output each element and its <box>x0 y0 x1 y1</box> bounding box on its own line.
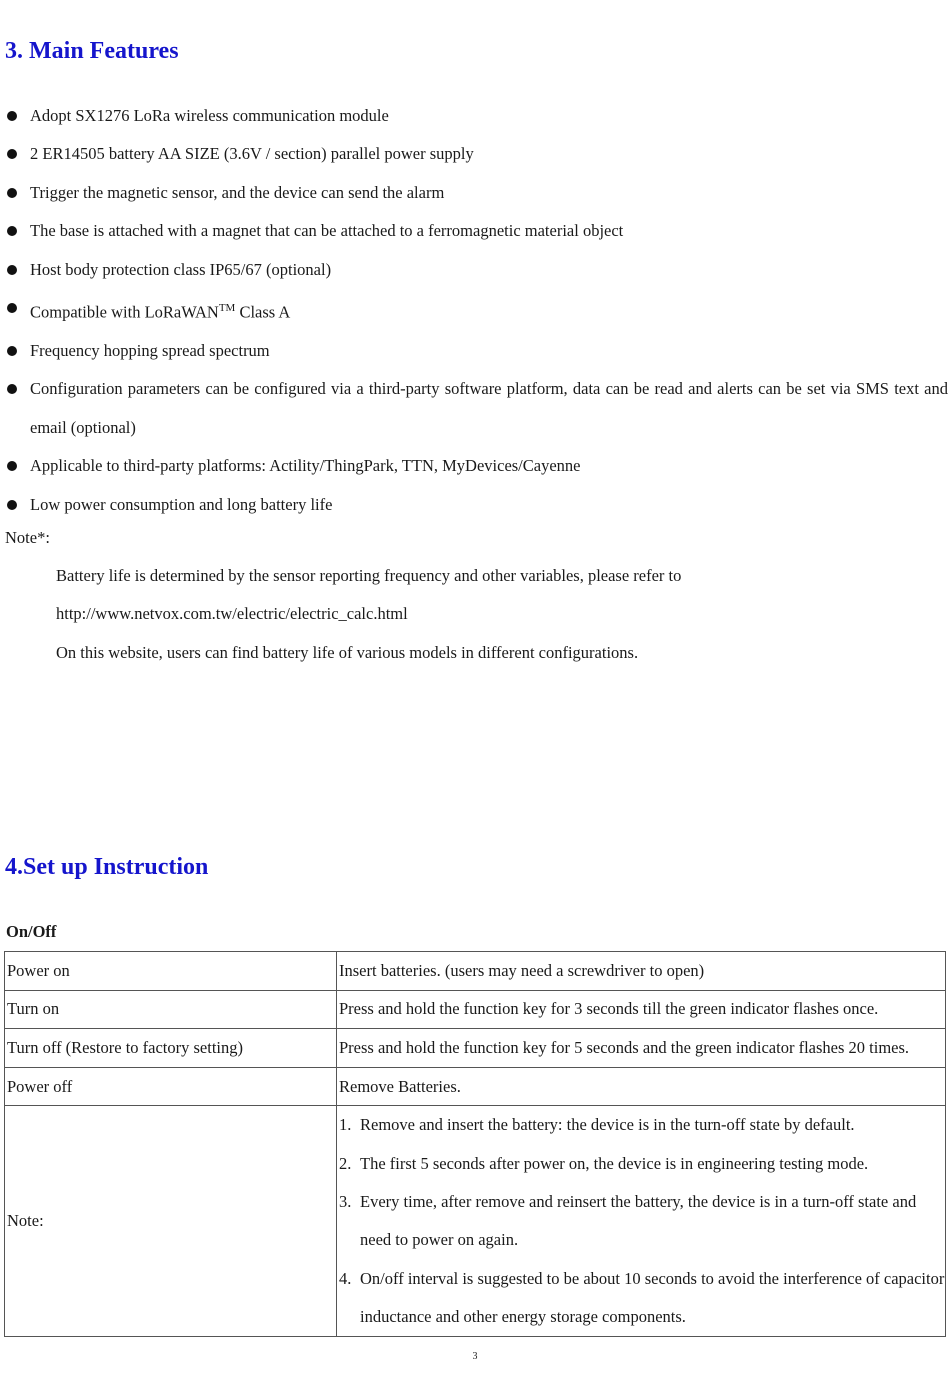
feature-text: 2 ER14505 battery AA SIZE (3.6V / section) parallel power supply <box>30 144 474 164</box>
feature-item <box>0 289 948 332</box>
bullet-icon <box>7 500 17 510</box>
bullet-icon <box>7 188 17 198</box>
feature-item <box>0 135 948 173</box>
note-text: Remove and insert the battery: the device is in the turn-off state by default. <box>360 1115 855 1135</box>
bullet-icon <box>7 303 17 313</box>
feature-text-group <box>30 289 948 332</box>
bullet-icon <box>7 111 17 121</box>
feature-item <box>0 174 948 212</box>
note-number: 2. <box>339 1153 352 1173</box>
feature-item <box>0 251 948 289</box>
note-item <box>337 1106 945 1144</box>
feature-text: Low power consumption and long battery life <box>30 494 333 514</box>
table-row <box>5 952 946 991</box>
feature-item <box>0 97 948 135</box>
feature-item <box>0 332 948 370</box>
row-label: Power on <box>5 952 337 991</box>
row-label: Power off <box>5 1067 337 1106</box>
table-row-notes <box>5 1106 946 1337</box>
section-4-title: 4.Set up Instruction <box>5 854 209 880</box>
feature-text: Adopt SX1276 LoRa wireless communication module <box>30 106 389 125</box>
note-block <box>56 557 681 672</box>
table-row <box>5 1029 946 1068</box>
feature-text: The base is attached with a magnet that can be attached to a ferromagnetic material object <box>30 221 624 241</box>
row-value: Remove Batteries. <box>337 1067 946 1106</box>
table-row <box>5 990 946 1029</box>
bullet-icon <box>7 226 17 236</box>
note-number: 3. <box>339 1191 352 1211</box>
note-text: The first 5 seconds after power on, the device is in engineering testing mode. <box>360 1153 869 1173</box>
note-number: 1. <box>339 1115 352 1135</box>
bullet-icon <box>7 265 17 275</box>
feature-item <box>0 212 948 250</box>
table-row <box>5 1067 946 1106</box>
feature-text: Compatible with LoRaWAN <box>30 302 219 322</box>
note-item <box>337 1260 945 1337</box>
page-number: 3 <box>472 1351 478 1362</box>
row-value: Press and hold the function key for 3 seconds till the green indicator flashes once. <box>337 990 946 1029</box>
features-list <box>0 97 948 524</box>
note-item <box>337 1145 945 1183</box>
bullet-icon <box>7 346 17 356</box>
feature-text: Host body protection class IP65/67 (optional) <box>30 259 332 279</box>
bullet-icon <box>7 461 17 471</box>
bullet-icon <box>7 384 17 394</box>
section-3-title: 3. Main Features <box>5 38 179 64</box>
feature-text: Frequency hopping spread spectrum <box>30 340 270 360</box>
note-label: Note*: <box>5 528 50 547</box>
row-label: Turn off (Restore to factory setting) <box>5 1029 337 1068</box>
note-line: On this website, users can find battery life of various models in different configurations. <box>56 642 639 662</box>
note-number: 4. <box>339 1268 352 1288</box>
feature-item <box>0 447 948 485</box>
notes-cell <box>337 1106 946 1337</box>
trademark-superscript: TM <box>218 302 236 315</box>
feature-item <box>0 370 948 447</box>
feature-text: Configuration parameters can be configured via a third-party software platform, data can be read and alerts can be set via SMS text and email (optional) <box>30 379 948 437</box>
note-text: Every time, after remove and reinsert the battery, the device is in a turn-off state and need to power on again. <box>360 1191 917 1250</box>
row-label: Note: <box>5 1106 337 1337</box>
on-off-subtitle: On/Off <box>6 922 57 941</box>
bullet-icon <box>7 149 17 159</box>
feature-text-suffix: Class A <box>235 302 291 322</box>
feature-item <box>0 486 948 524</box>
row-value: Press and hold the function key for 5 seconds and the green indicator flashes 20 times. <box>337 1029 946 1068</box>
row-label: Turn on <box>5 990 337 1029</box>
battery-calculator-link[interactable]: http://www.netvox.com.tw/electric/electric_calc.html <box>56 604 408 624</box>
note-line: Battery life is determined by the sensor reporting frequency and other variables, please refer to <box>56 566 682 585</box>
feature-text: Trigger the magnetic sensor, and the device can send the alarm <box>30 182 445 202</box>
note-text: On/off interval is suggested to be about 10 seconds to avoid the interference of capacitor inductance and other energy storage components. <box>360 1268 945 1326</box>
notes-list <box>337 1106 945 1336</box>
feature-text: Applicable to third-party platforms: Actility/ThingPark, TTN, MyDevices/Cayenne <box>30 456 581 476</box>
on-off-table <box>4 951 946 1337</box>
row-value: Insert batteries. (users may need a screwdriver to open) <box>337 952 946 991</box>
note-item <box>337 1183 945 1260</box>
